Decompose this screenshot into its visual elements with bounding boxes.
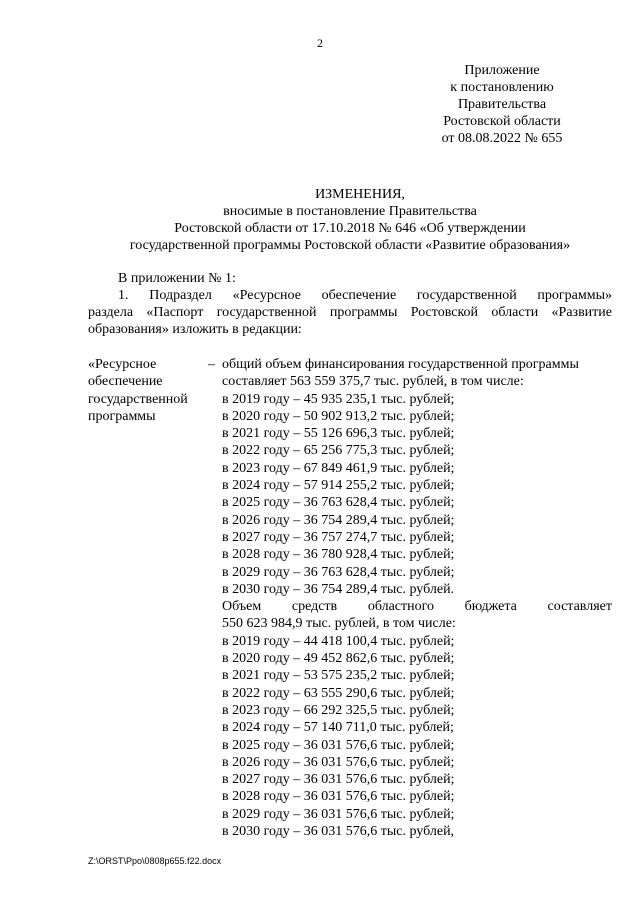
total-funding-line: общий объем финансирования государственной программы — [222, 357, 579, 372]
total-year-item: в 2025 году – 36 763 628,4 тыс. рублей; — [222, 495, 455, 511]
heading-line: вносимые в постановление Правительства — [223, 204, 477, 219]
total-year-item: в 2026 году – 36 754 289,4 тыс. рублей; — [222, 512, 455, 528]
section-label-line: программы — [88, 408, 156, 424]
regional-year-item: в 2019 году – 44 418 100,4 тыс. рублей; — [222, 633, 455, 649]
appendix-line: Правительства — [457, 97, 547, 112]
intro-paragraph: В приложении № 1: — [118, 271, 236, 286]
heading-title: ИЗМЕНЕНИЯ, — [315, 187, 405, 202]
heading-line: государственной программы Ростовской области «Развитие образования» — [129, 238, 571, 253]
regional-year-item: в 2022 году – 63 555 290,6 тыс. рублей; — [222, 685, 455, 701]
regional-years-list — [222, 633, 612, 841]
total-year-item: в 2019 году – 45 935 235,1 тыс. рублей; — [222, 391, 455, 407]
appendix-line: Ростовской области — [443, 114, 561, 129]
section-dash: – — [208, 357, 215, 372]
section-label-line: государственной — [88, 391, 188, 407]
total-year-item: в 2022 году – 65 256 775,3 тыс. рублей; — [222, 443, 455, 459]
item1-first-line: 1. Подраздел «Ресурсное обеспечение государственной программы» — [118, 288, 612, 303]
page-number: 2 — [317, 36, 323, 50]
regional-year-item: в 2024 году – 57 140 711,0 тыс. рублей; — [222, 720, 454, 736]
regional-budget-line: Объем средств областного бюджета составляет — [222, 599, 612, 615]
resource-section — [88, 356, 612, 840]
appendix-header — [422, 62, 582, 147]
regional-year-item: в 2030 году – 36 031 576,6 тыс. рублей, — [222, 824, 455, 840]
appendix-line: к постановлению — [450, 80, 554, 95]
file-path-footer: Z:\ORST\Ppo\0808p655.f22.docx — [88, 856, 222, 866]
total-year-item: в 2020 году – 50 902 913,2 тыс. рублей; — [222, 408, 455, 424]
regional-year-item: в 2026 году – 36 031 576,6 тыс. рублей; — [222, 754, 455, 770]
total-year-item: в 2021 году – 55 126 696,3 тыс. рублей; — [222, 426, 455, 442]
total-year-item: в 2029 году – 36 763 628,4 тыс. рублей; — [222, 564, 455, 580]
total-year-item: в 2024 году – 57 914 255,2 тыс. рублей; — [222, 478, 455, 494]
total-years-list — [222, 391, 612, 599]
total-funding-amount: составляет 563 559 375,7 тыс. рублей, в том числе: — [222, 374, 524, 390]
regional-year-item: в 2028 году – 36 031 576,6 тыс. рублей; — [222, 789, 455, 805]
appendix-line: Приложение — [464, 63, 540, 78]
regional-year-item: в 2021 году – 53 575 235,2 тыс. рублей; — [222, 668, 455, 684]
total-year-item: в 2030 году – 36 754 289,4 тыс. рублей. — [222, 581, 455, 597]
total-year-item: в 2028 году – 36 780 928,4 тыс. рублей; — [222, 547, 455, 563]
total-year-item: в 2027 году – 36 757 274,7 тыс. рублей; — [222, 529, 455, 545]
document-heading — [60, 186, 640, 254]
section-label-line: обеспечение — [88, 374, 163, 390]
section-body — [222, 356, 612, 840]
section-label — [88, 356, 208, 840]
item1-continuation: раздела «Паспорт государственной программы Ростовской области «Развитие образования» изложить в редакции: — [88, 305, 612, 337]
heading-line: Ростовской области от 17.10.2018 № 646 «Об утверждении — [174, 221, 526, 236]
section-label-line: «Ресурсное — [88, 357, 157, 372]
body-text — [88, 270, 612, 338]
regional-year-item: в 2027 году – 36 031 576,6 тыс. рублей; — [222, 772, 455, 788]
regional-year-item: в 2025 году – 36 031 576,6 тыс. рублей; — [222, 737, 455, 753]
regional-year-item: в 2023 году – 66 292 325,5 тыс. рублей; — [222, 702, 455, 718]
appendix-line: от 08.08.2022 № 655 — [441, 131, 563, 146]
total-year-item: в 2023 году – 67 849 461,9 тыс. рублей; — [222, 460, 455, 476]
regional-year-item: в 2029 году – 36 031 576,6 тыс. рублей; — [222, 806, 455, 822]
regional-budget-amount: 550 623 984,9 тыс. рублей, в том числе: — [222, 616, 456, 632]
regional-year-item: в 2020 году – 49 452 862,6 тыс. рублей; — [222, 651, 455, 667]
